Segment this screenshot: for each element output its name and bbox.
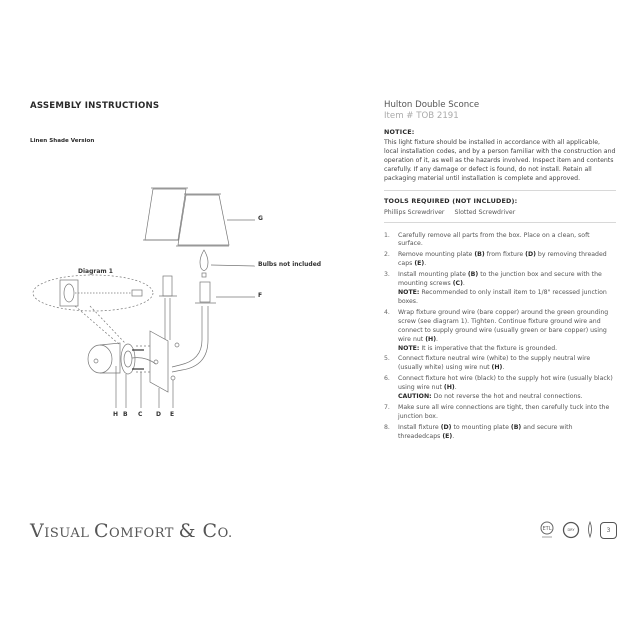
tool-phillips: Phillips Screwdriver bbox=[384, 208, 445, 216]
step-item bbox=[384, 424, 616, 442]
divider bbox=[384, 190, 616, 191]
part-label-h: H bbox=[113, 411, 119, 418]
tools-list bbox=[384, 209, 616, 216]
step-number: 3. bbox=[384, 271, 390, 279]
tools-heading: TOOLS REQUIRED (NOT INCLUDED): bbox=[384, 196, 518, 205]
dry-rated-icon: DRY bbox=[562, 521, 580, 539]
notice-heading: NOTICE: bbox=[384, 128, 415, 136]
notice-text: This light fixture should be installed in accordance with all applicable, local installation codes, and by a person familiar with the construction and operation of it, as well as the hazards involved. Inspect item and contents carefully. If any damage or defect is found, do not install. Retain all packaging material until installation is complete and approved. bbox=[384, 139, 616, 182]
callout-f: F bbox=[258, 292, 263, 299]
callout-bulbs: Bulbs not included bbox=[258, 261, 322, 268]
candle-bulb-illustration bbox=[200, 250, 255, 277]
callout-g: G bbox=[258, 215, 263, 222]
product-name: Hulton Double Sconce bbox=[384, 100, 480, 110]
part-label-c: C bbox=[138, 411, 143, 418]
part-label-b: B bbox=[123, 411, 128, 418]
part-label-d: D bbox=[156, 411, 161, 418]
step-text: Connect fixture neutral wire (white) to the supply neutral wire (usually white) using wire nut (H). bbox=[398, 355, 591, 372]
lamp-shades-illustration bbox=[143, 188, 255, 246]
certification-icons bbox=[538, 521, 617, 539]
part-label-e: E bbox=[170, 411, 175, 418]
page-title: ASSEMBLY INSTRUCTIONS bbox=[30, 101, 160, 111]
step-number: 8. bbox=[384, 423, 390, 431]
diagram-1-label: Diagram 1 bbox=[78, 268, 113, 275]
steps-list bbox=[384, 232, 616, 442]
step-note: NOTE: It is imperative that the fixture is grounded. bbox=[398, 344, 558, 352]
step-number: 4. bbox=[384, 308, 390, 316]
step-item bbox=[384, 375, 616, 402]
assembly-diagram bbox=[20, 160, 340, 430]
item-number: Item # TOB 2191 bbox=[384, 111, 459, 121]
svg-text:ETL: ETL bbox=[542, 526, 552, 532]
step-item bbox=[384, 309, 616, 354]
step-item bbox=[384, 232, 616, 250]
step-number: 6. bbox=[384, 375, 390, 383]
step-text: Install mounting plate (B) to the junction box and secure with the mounting screws (C). NOTE: Recommended to only install item to 1/8" recessed junction boxes. bbox=[398, 271, 616, 307]
step-item bbox=[384, 404, 616, 422]
page-number-icon: 3 bbox=[600, 522, 617, 539]
step-text: Install fixture (D) to mounting plate (B) and secure with threadedcaps (E). bbox=[398, 423, 573, 440]
step-number: 7. bbox=[384, 404, 390, 412]
step-text: Connect fixture hot wire (black) to the supply hot wire (usually black) using wire nut (H). CAUTION: Do not reverse the hot and neutral connections. bbox=[398, 375, 616, 402]
bulb-shape-icon bbox=[586, 521, 594, 539]
fixture-arms-illustration bbox=[150, 276, 255, 392]
step-text: Remove mounting plate (B) from fixture (D) by removing threaded caps (E). bbox=[398, 251, 607, 268]
step-note: NOTE: Recommended to only install item to 1/8" recessed junction boxes. bbox=[398, 289, 607, 305]
step-text: Carefully remove all parts from the box. Place on a clean, soft surface. bbox=[398, 231, 590, 248]
step-number: 2. bbox=[384, 251, 390, 259]
tool-slotted: Slotted Screwdriver bbox=[454, 208, 516, 216]
version-label: Linen Shade Version bbox=[30, 138, 95, 144]
step-item bbox=[384, 355, 616, 373]
instructions-column bbox=[384, 100, 616, 444]
step-item bbox=[384, 251, 616, 269]
divider bbox=[384, 222, 616, 223]
step-text: Wrap fixture ground wire (bare copper) around the green grounding screw (see diagram 1). Tighten. Continue fixture ground wire and connect to supply ground wire (usually green or bare copper) using wire nut (H). NOTE: It is imperative that the fixture is grounded. bbox=[398, 309, 616, 354]
junction-box-illustration bbox=[88, 343, 158, 374]
step-number: 1. bbox=[384, 231, 390, 239]
etl-listed-icon bbox=[538, 521, 556, 539]
step-number: 5. bbox=[384, 355, 390, 363]
step-text: Make sure all wire connections are tight, then carefully tuck into the junction box. bbox=[398, 404, 610, 420]
brand-logo: VISUAL COMFORT & CO. bbox=[30, 520, 233, 542]
step-note: CAUTION: Do not reverse the hot and neutral connections. bbox=[398, 393, 583, 401]
step-item bbox=[384, 271, 616, 307]
diagram-1-detail bbox=[33, 275, 153, 345]
